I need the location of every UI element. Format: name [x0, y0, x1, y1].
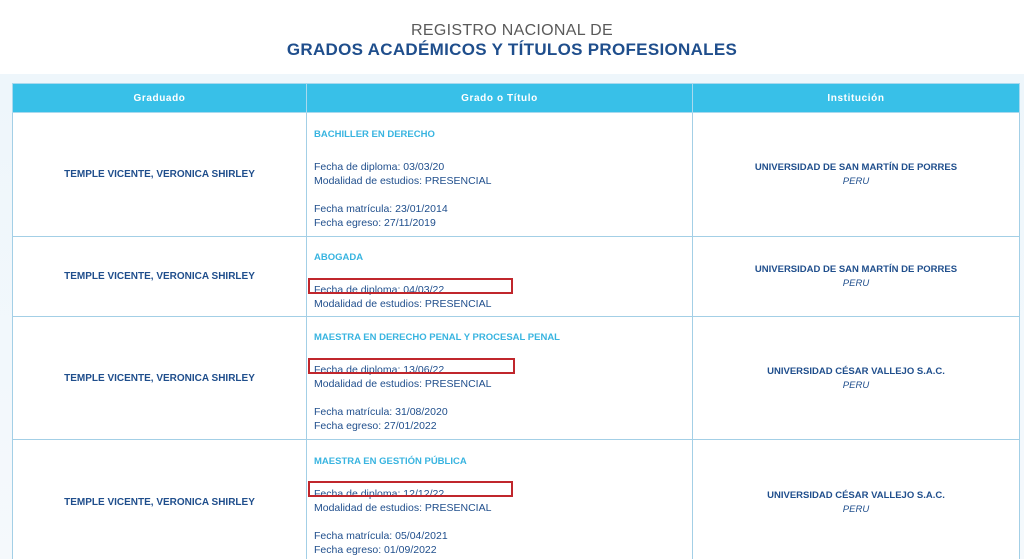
grado-cell [307, 113, 693, 237]
institution-name: UNIVERSIDAD DE SAN MARTÍN DE PORRES [754, 162, 958, 173]
fecha-egreso: Fecha egreso: 27/01/2022 [314, 420, 437, 432]
institucion-cell [693, 113, 1020, 237]
grado-cell [307, 237, 693, 317]
fecha-diploma: Fecha de diploma: 13/06/22 [314, 364, 445, 376]
table-row [13, 113, 1020, 237]
highlight-box [308, 278, 513, 294]
modalidad-estudios: Modalidad de estudios: PRESENCIAL [314, 297, 492, 310]
institution-name: UNIVERSIDAD CÉSAR VALLEJO S.A.C. [767, 489, 945, 501]
institucion-cell [693, 440, 1020, 559]
results-table [12, 83, 1020, 559]
modalidad-estudios: Modalidad de estudios: PRESENCIAL [314, 378, 492, 390]
institucion-cell [693, 317, 1020, 440]
institution-country: PERU [842, 176, 870, 187]
graduado-cell: TEMPLE VICENTE, VERONICA SHIRLEY [13, 440, 307, 559]
institution-country: PERU [842, 503, 870, 515]
enrollment-info [314, 202, 692, 230]
fecha-diploma: Fecha de diploma: 04/03/22 [314, 283, 445, 296]
highlight-box [308, 358, 515, 374]
fecha-diploma: Fecha de diploma: 12/12/22 [314, 488, 445, 500]
degree-info [314, 160, 692, 188]
page-header [0, 0, 1024, 74]
modalidad-estudios: Modalidad de estudios: PRESENCIAL [314, 174, 492, 187]
enrollment-info [314, 405, 692, 433]
degree-title: MAESTRA EN GESTIÓN PÚBLICA [314, 456, 467, 467]
table-row [13, 440, 1020, 559]
fecha-matricula: Fecha matrícula: 23/01/2014 [314, 202, 448, 215]
table-header-row [13, 84, 1020, 113]
institution-name: UNIVERSIDAD DE SAN MARTÍN DE PORRES [754, 264, 958, 275]
graduado-cell: TEMPLE VICENTE, VERONICA SHIRLEY [13, 317, 307, 440]
degree-title: BACHILLER EN DERECHO [314, 128, 435, 140]
fecha-matricula: Fecha matrícula: 31/08/2020 [314, 406, 448, 418]
registry-title-line2: GRADOS ACADÉMICOS Y TÍTULOS PROFESIONALES [286, 40, 738, 59]
institution-name: UNIVERSIDAD CÉSAR VALLEJO S.A.C. [767, 365, 945, 377]
institution-country: PERU [842, 278, 870, 289]
grado-cell [307, 440, 693, 559]
degree-title: MAESTRA EN DERECHO PENAL Y PROCESAL PENAL [314, 332, 560, 343]
table-row [13, 317, 1020, 440]
fecha-matricula: Fecha matrícula: 05/04/2021 [314, 530, 448, 542]
fecha-egreso: Fecha egreso: 27/11/2019 [314, 216, 436, 229]
fecha-egreso: Fecha egreso: 01/09/2022 [314, 544, 437, 556]
column-header-grado[interactable]: Grado o Título [307, 84, 693, 113]
column-header-institucion[interactable]: Institución [693, 84, 1020, 113]
table-row [13, 237, 1020, 317]
registry-title-line1: REGISTRO NACIONAL DE [411, 22, 613, 39]
modalidad-estudios: Modalidad de estudios: PRESENCIAL [314, 502, 492, 514]
degree-title: ABOGADA [314, 251, 364, 263]
institucion-cell [693, 237, 1020, 317]
graduado-cell: TEMPLE VICENTE, VERONICA SHIRLEY [13, 237, 307, 317]
results-panel [0, 74, 1024, 559]
column-header-graduado[interactable]: Graduado [13, 84, 307, 113]
enrollment-info [314, 529, 692, 557]
fecha-diploma: Fecha de diploma: 03/03/20 [314, 160, 445, 173]
grado-cell [307, 317, 693, 440]
graduado-cell: TEMPLE VICENTE, VERONICA SHIRLEY [13, 113, 307, 237]
highlight-box [308, 481, 513, 497]
institution-country: PERU [842, 379, 870, 391]
